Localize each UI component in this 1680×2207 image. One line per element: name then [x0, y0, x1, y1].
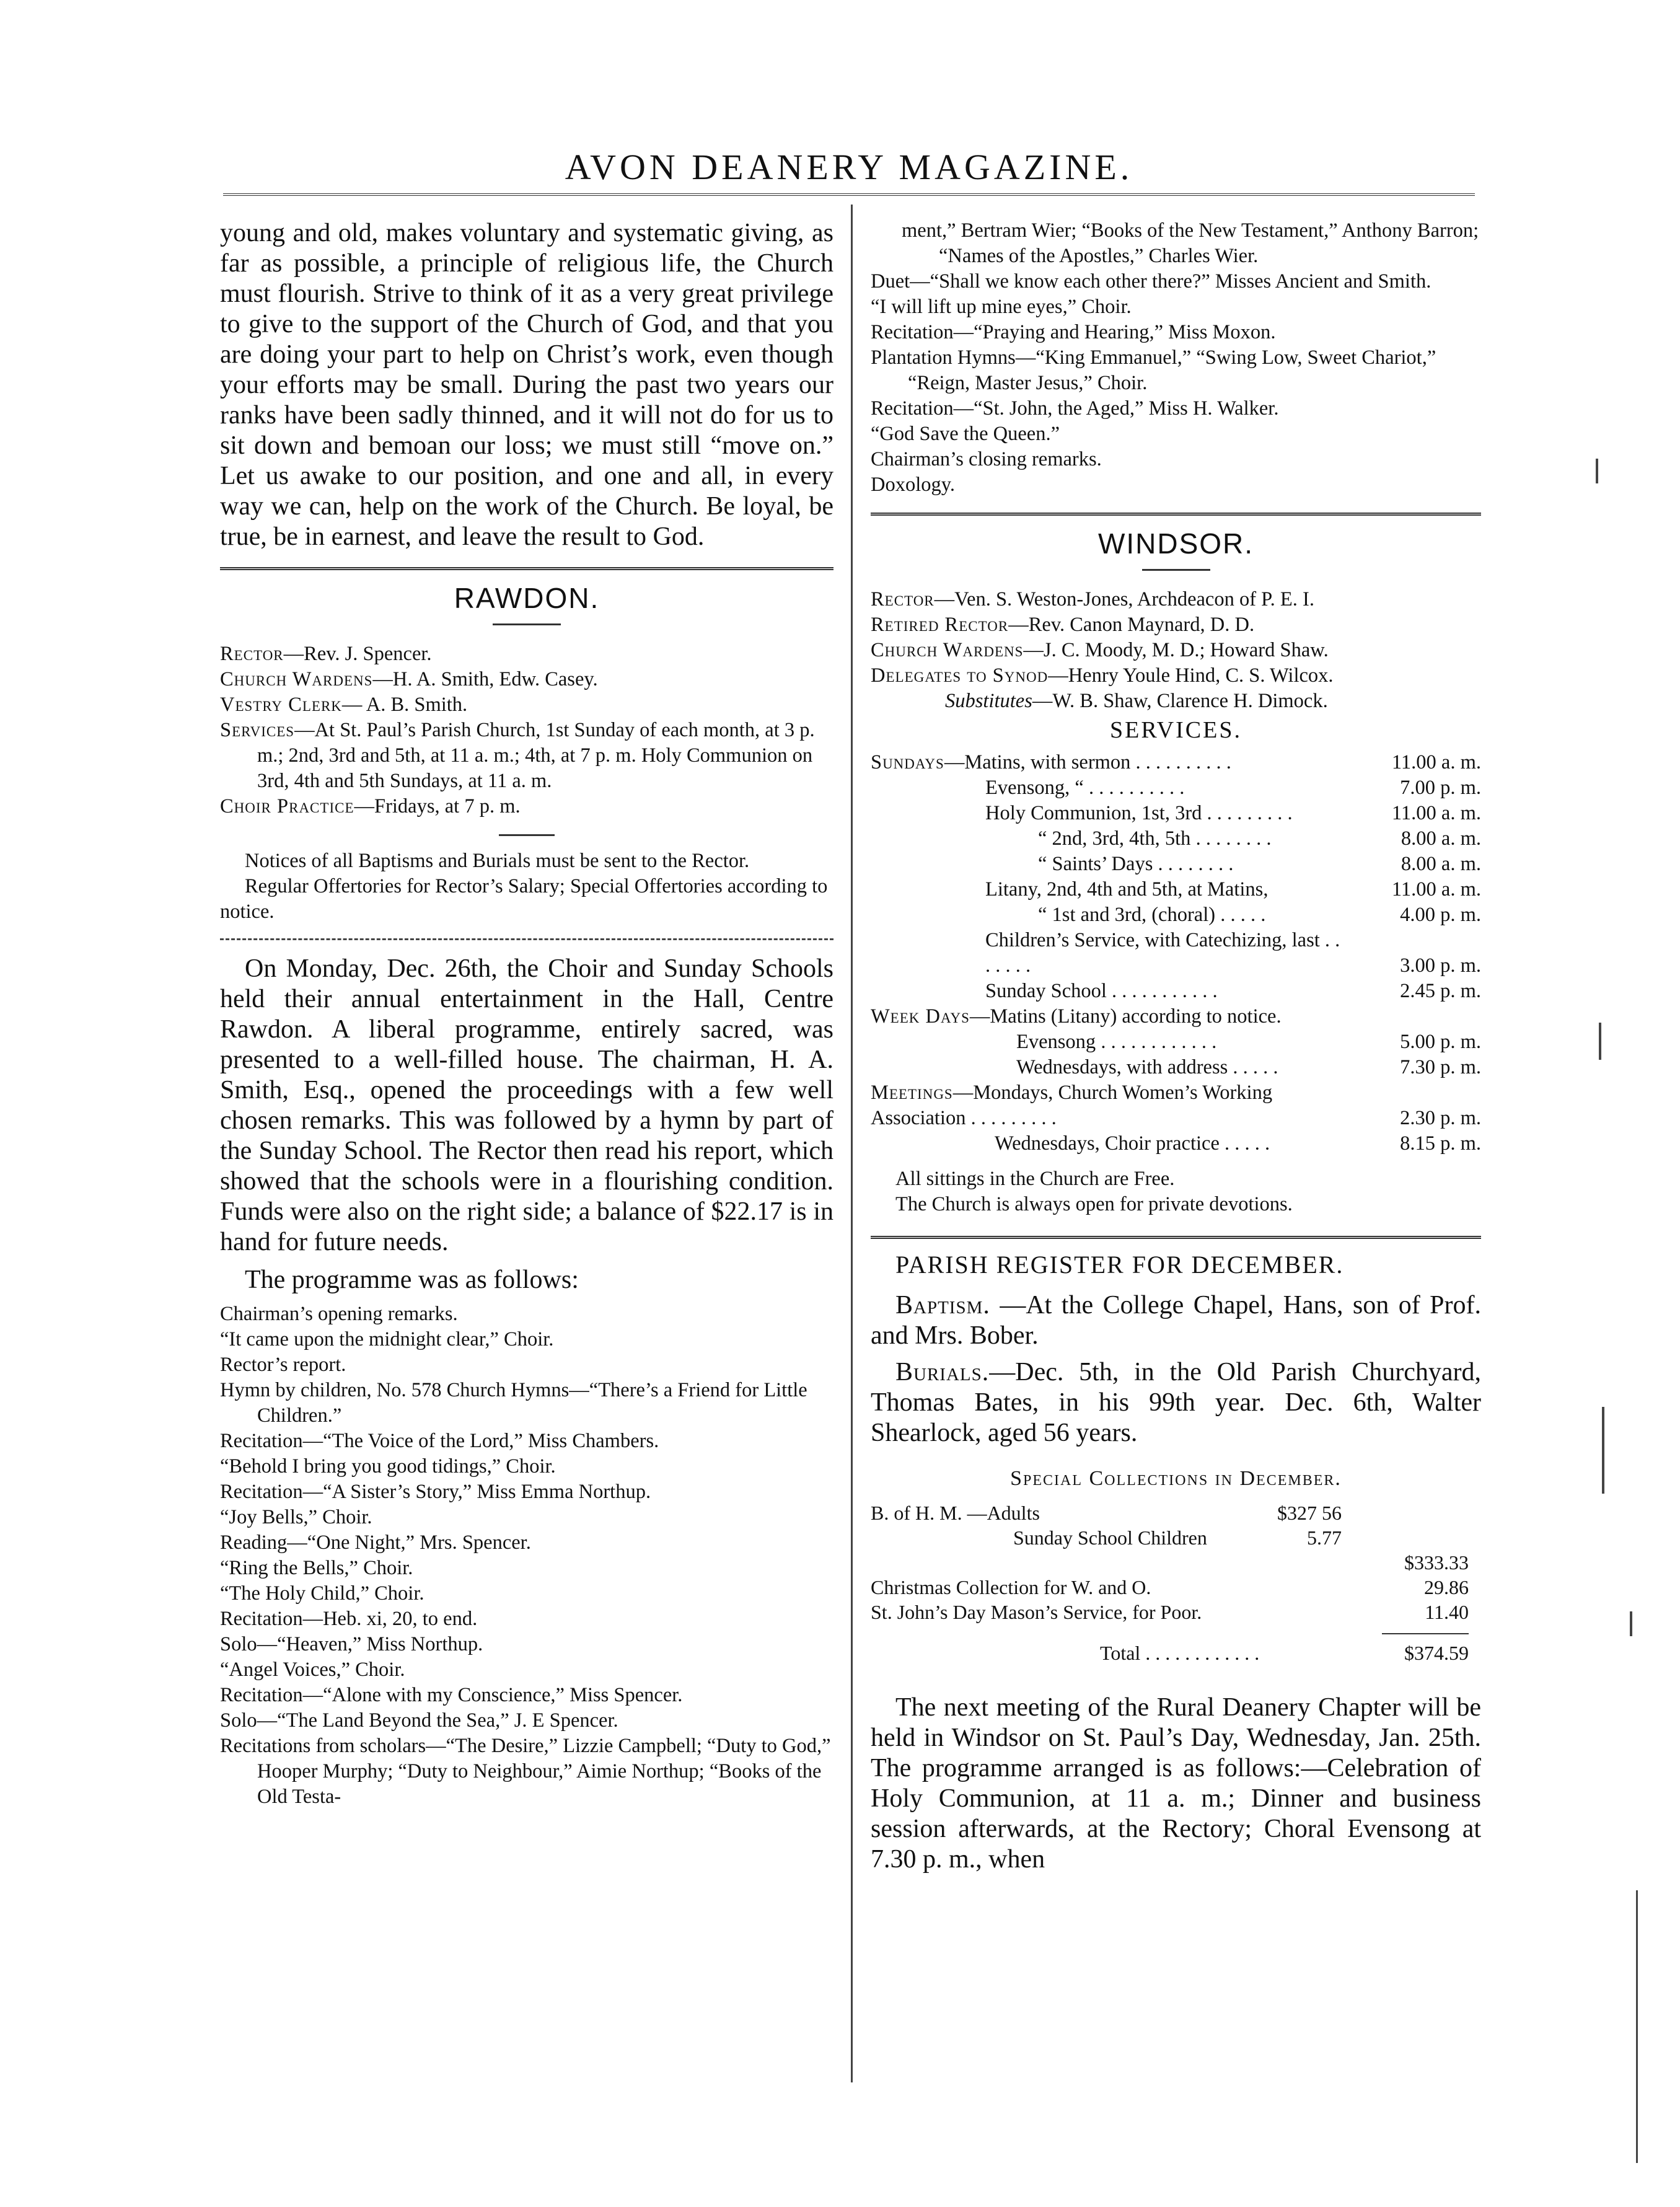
programme-item: Recitation—“The Voice of the Lord,” Miss Chambers.: [220, 1430, 659, 1452]
programme-item: ment,” Bertram Wier; “Books of the New Testament,” Anthony Barron; “Names of the Apostles,” Charles Wier.: [902, 219, 1479, 267]
register-burials: Burials.—Dec. 5th, in the Old Parish Churchyard, Thomas Bates, in his 99th year. Dec. 6th, Walter Shearlock, aged 56 years.: [871, 1358, 1481, 1447]
masthead-rule: [223, 193, 1475, 196]
programme-continued: [871, 218, 1481, 498]
programme-item: Hymn by children, No. 578 Church Hymns—“There’s a Friend for Little Children.”: [220, 1379, 807, 1427]
total-rule: [1382, 1633, 1469, 1634]
services-table: [871, 750, 1481, 1156]
programme-item: Recitations from scholars—“The Desire,” Lizzie Campbell; “Duty to God,” Hooper Murphy; “Duty to Neighbour,” Aimie Northup; “Books of the Old Testa-: [220, 1735, 831, 1808]
programme-item: “Behold I bring you good tidings,” Choir.: [220, 1455, 556, 1478]
programme-intro: The programme was as follows:: [245, 1266, 579, 1294]
windsor-officers: [871, 587, 1481, 714]
programme-item: “God Save the Queen.”: [871, 423, 1060, 445]
programme-item: Recitation—“A Sister’s Story,” Miss Emma Northup.: [220, 1481, 651, 1503]
rawdon-choir-practice: Choir Practice—Fridays, at 7 p. m.: [220, 795, 521, 817]
programme-item: Recitation—“St. John, the Aged,” Miss H. Walker.: [871, 397, 1279, 420]
register-baptism: Baptism. —At the College Chapel, Hans, son of Prof. and Mrs. Bober.: [871, 1291, 1481, 1350]
masthead-title: AVON DEANERY MAGAZINE.: [565, 147, 1133, 187]
service-row: Week Days—Matins (Litany) according to notice.: [871, 1005, 1282, 1028]
service-row: Meetings—Mondays, Church Women’s Working Association . . . . . . . . . 2.30 p. m.: [871, 1081, 1481, 1129]
programme-item: Chairman’s opening remarks.: [220, 1303, 458, 1325]
collection-row: Sunday School Children 5.77: [1013, 1526, 1342, 1549]
section-rule: [871, 1236, 1481, 1239]
rawdon-services: Services—At St. Paul’s Parish Church, 1st Sunday of each month, at 3 p. m.; 2nd, 3rd and 5th, at 11 a. m.; 4th, at 7 p. m. Holy Communion on 3rd, 4th and 5th Sundays, at 11 a. m.: [220, 719, 815, 792]
rawdon-vestry-clerk: Vestry Clerk— A. B. Smith.: [220, 694, 468, 716]
service-row: Children’s Service, with Catechizing, last . . . . . . . 3.00 p. m.: [985, 929, 1481, 977]
register-heading: PARISH REGISTER FOR DECEMBER.: [895, 1251, 1344, 1279]
windsor-retired-rector: Retired Rector—Rev. Canon Maynard, D. D.: [871, 614, 1255, 636]
service-row: “ Saints’ Days . . . . . . . . 8.00 a. m.: [1038, 853, 1481, 875]
programme-item: “Ring the Bells,” Choir.: [220, 1557, 413, 1579]
scan-speck: [1602, 1407, 1604, 1494]
windsor-rector: Rector—Ven. S. Weston-Jones, Archdeacon of P. E. I.: [871, 588, 1314, 610]
collection-row: $333.33: [1404, 1551, 1469, 1574]
left-column: [220, 218, 833, 1810]
programme-item: Recitation—“Praying and Hearing,” Miss Moxon.: [871, 321, 1276, 343]
rawdon-report: On Monday, Dec. 26th, the Choir and Sunday Schools held their annual entertainment in the Hall, Centre Rawdon. A liberal programme, entirely sacred, was presented to a well-filled house. The chairman, H. A. Smith, Esq., opened the proceedings with a few well chosen remarks. This was followed by a hymn by part of the Sunday School. The Rector then read his report, which showed that the schools were in a flourishing condition. Funds were also on the right side; a balance of $22.17 is in hand for future needs.: [220, 954, 833, 1256]
section-rule: [871, 513, 1481, 516]
scan-speck: [1599, 1023, 1601, 1060]
collection-row: B. of H. M. —Adults $327 56: [871, 1502, 1342, 1524]
right-column: [871, 218, 1481, 1875]
programme-item: “Angel Voices,” Choir.: [220, 1659, 405, 1681]
scan-speck: [1636, 1890, 1638, 2163]
collections-table: [871, 1500, 1481, 1665]
programme-item: “The Holy Child,” Choir.: [220, 1582, 424, 1605]
services-heading: SERVICES.: [1110, 717, 1242, 743]
notice-rule: [499, 834, 555, 836]
service-row: Holy Communion, 1st, 3rd . . . . . . . . . 11.00 a. m.: [985, 802, 1481, 824]
programme-item: “It came upon the midnight clear,” Choir.: [220, 1328, 554, 1350]
programme-item: Duet—“Shall we know each other there?” Misses Ancient and Smith.: [871, 270, 1432, 293]
rawdon-rector: Rector—Rev. J. Spencer.: [220, 643, 432, 665]
heading-rule: [1142, 569, 1210, 571]
service-row: Wednesdays, Choir practice . . . . . 8.15 p. m.: [995, 1132, 1481, 1155]
service-row: Litany, 2nd, 4th and 5th, at Matins, 11.00 a. m.: [985, 878, 1481, 901]
column-divider: [851, 205, 853, 2082]
collection-row: Christmas Collection for W. and O. 29.86: [871, 1576, 1469, 1598]
programme-item: “Joy Bells,” Choir.: [220, 1506, 372, 1528]
windsor-heading: WINDSOR.: [1097, 527, 1254, 560]
intro-paragraph: young and old, makes voluntary and systematic giving, as far as possible, a principle of religious life, the Church must flourish. Strive to think of it as a very great privilege to give to the support of the Church of God, and that you are doing your part to help on Christ’s work, even though your efforts may be small. During the past two years our ranks have been sadly thinned, and it will not do for us to sit down and bemoan our loss; we must still “move on.” Let us awake to our position, and one and all, in every way we can, help on the work of the Church. Be loyal, be true, be in earnest, and leave the result to God.: [220, 219, 833, 551]
programme-item: Reading—“One Night,” Mrs. Spencer.: [220, 1531, 531, 1554]
service-row: “ 2nd, 3rd, 4th, 5th . . . . . . . . 8.00 a. m.: [1038, 827, 1481, 850]
service-row: “ 1st and 3rd, (choral) . . . . . 4.00 p. m.: [1038, 904, 1481, 926]
collection-row: St. John’s Day Mason’s Service, for Poor. 11.40: [871, 1601, 1469, 1623]
rawdon-wardens: Church Wardens—H. A. Smith, Edw. Casey.: [220, 668, 598, 690]
windsor-open-note: The Church is always open for private devotions.: [895, 1193, 1293, 1215]
service-row: Evensong . . . . . . . . . . . . 5.00 p. m.: [1016, 1031, 1481, 1053]
programme-item: “I will lift up mine eyes,” Choir.: [871, 296, 1132, 318]
section-rule: [220, 567, 833, 570]
rawdon-notice-baptisms: Notices of all Baptisms and Burials must be sent to the Rector.: [245, 850, 750, 872]
rawdon-notice-offertories: Regular Offertories for Rector’s Salary; Special Offertories according to notice.: [220, 875, 828, 923]
windsor-substitutes: Substitutes—W. B. Shaw, Clarence H. Dimock.: [945, 690, 1328, 712]
chapter-meeting-notice: The next meeting of the Rural Deanery Chapter will be held in Windsor on St. Paul’s Day, Wednesday, Jan. 25th. The programme arranged is as follows:—Celebration of Holy Communion, at 11 a. m.; Dinner and business session afterwards, at the Rectory; Choral Evensong at 7.30 p. m., when: [871, 1693, 1481, 1874]
programme-item: Plantation Hymns—“King Emmanuel,” “Swing Low, Sweet Chariot,” “Reign, Master Jesus,” Choir.: [871, 346, 1436, 394]
programme-item: Solo—“Heaven,” Miss Northup.: [220, 1633, 483, 1655]
programme-item: Recitation—“Alone with my Conscience,” Miss Spencer.: [220, 1684, 683, 1706]
programme-item: Chairman’s closing remarks.: [871, 448, 1102, 470]
service-row: Sunday School . . . . . . . . . . . 2.45 p. m.: [985, 980, 1481, 1002]
programme-item: Recitation—Heb. xi, 20, to end.: [220, 1608, 478, 1630]
programme-item: Rector’s report.: [220, 1354, 346, 1376]
windsor-delegates: Delegates to Synod—Henry Youle Hind, C. S. Wilcox.: [871, 664, 1334, 687]
collection-total-row: Total . . . . . . . . . . . . $374.59: [1100, 1642, 1469, 1664]
windsor-free-note: All sittings in the Church are Free.: [895, 1168, 1175, 1190]
collections-heading: Special Collections in December.: [1010, 1467, 1342, 1490]
programme-item: Doxology.: [871, 474, 956, 496]
rawdon-programme: [220, 1302, 833, 1810]
rawdon-officers: [220, 641, 833, 819]
service-row: Sundays—Matins, with sermon . . . . . . . . . . 11.00 a. m.: [871, 751, 1481, 773]
programme-item: Solo—“The Land Beyond the Sea,” J. E Spencer.: [220, 1709, 618, 1732]
heading-rule: [493, 623, 561, 625]
windsor-wardens: Church Wardens—J. C. Moody, M. D.; Howard Shaw.: [871, 639, 1329, 661]
service-row: Wednesdays, with address . . . . . 7.30 p. m.: [1016, 1056, 1481, 1078]
scan-speck: [1630, 1611, 1632, 1636]
section-rule: [220, 938, 833, 940]
scan-speck: [1596, 459, 1598, 483]
service-row: Evensong, “ . . . . . . . . . . 7.00 p. m.: [985, 777, 1481, 799]
rawdon-heading: RAWDON.: [454, 582, 600, 614]
